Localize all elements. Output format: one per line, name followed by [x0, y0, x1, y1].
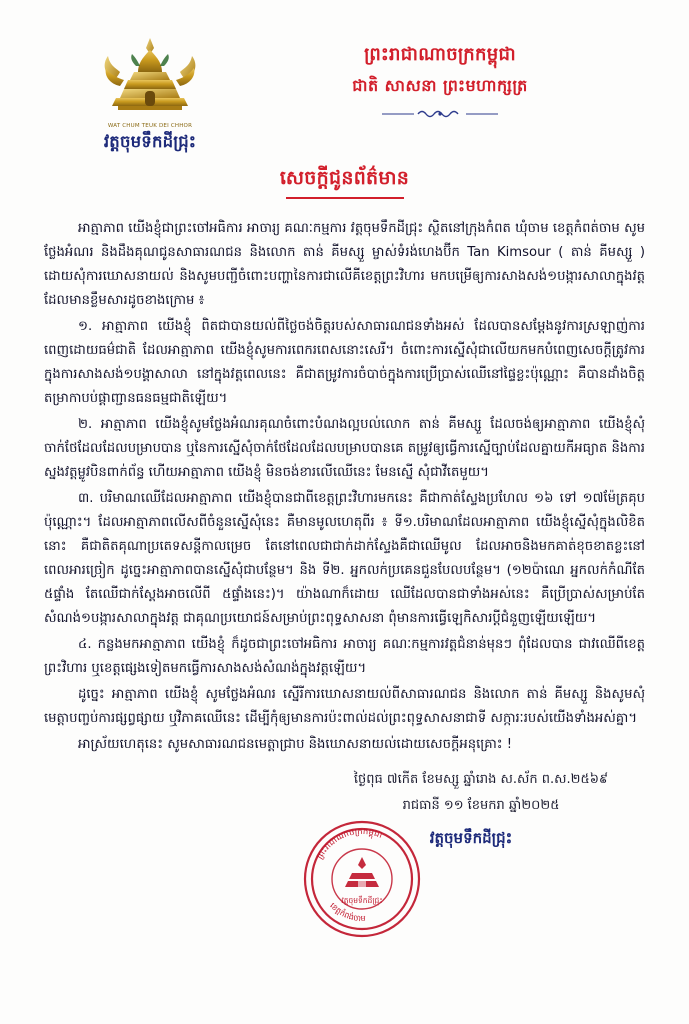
page-title-underline	[286, 197, 404, 199]
svg-text:វត្តចុមទឹកដីជ្រុះ: វត្តចុមទឹកដីជ្រុះ	[341, 895, 383, 905]
organization-logo-block	[40, 36, 260, 156]
date-gregorian: រាជធានី ១១ ខែមករា ឆ្នាំ២០២៥	[402, 797, 560, 813]
document-body	[44, 217, 645, 757]
decorative-divider-icon	[380, 108, 500, 120]
paragraph-4: ៤. កន្លងមកអាត្មាភាព យើងខ្ញុំ ក៏ដូចជាព្រះចៅអធិការ អាចារ្យ គណៈកម្មការវត្តជំនាន់មុនៗ ពុំដែលបាន ជាវឈើពីខេត្តព្រះវិហារ ឬខេត្តផ្សេងទៀតមកធ្វើការសាងសង់សំណង់ក្នុងវត្តឡើយ។	[44, 636, 645, 676]
svg-text:ខេត្តកំពង់ចាម: ខេត្តកំពង់ចាម	[328, 900, 366, 923]
page-title: សេចក្តីជូនព័ត៌មាន	[279, 167, 410, 189]
date-khmer: ថ្ងៃពុធ ៧កើត ខែមស្សួ ឆ្នាំរោង ស.ស័ក ព.ស.២៥៦៩	[353, 771, 609, 787]
document-header	[0, 0, 689, 152]
paragraph-intro: អាត្មាភាព យើងខ្ញុំជាព្រះចៅអធិការ អាចារ្យ គណៈកម្មការ វត្តចុមទឹកដីជ្រុះ ស្ថិតនៅក្រុងកំពត ឃុំចាម ខេត្តកំពត់ចាម សូមថ្លែងអំណរ និងដឹងគុណជូនសាធារណជន និងលោក តាន់ គីមស្សួ ម្ចាស់ទំរង់ហេងប៊ីក Tan Kimsour ( តាន់ គីមស្សួ ) ដោយសុំការឃោសនាយល់ និងសូមបញ្ជីចំពោះបញ្ហានៃការជាលើគីខេត្តព្រះវិហារ មកបម្រើឲ្យការសាងសង់១បង្ការសាលាក្នុងវត្ត ដែលមានខ្លឹមសារដូចខាងក្រោម ៖	[44, 220, 645, 308]
kingdom-motto-line: ជាតិ សាសនា ព្រះមហាក្សត្រ	[352, 76, 528, 95]
svg-text:ព្រះរាជាណាចក្រកម្ពុជា: ព្រះរាជាណាចក្រកម្ពុជា	[315, 826, 384, 862]
paragraph-3: ៣. បរិមាណឈើដែលអាត្មាភាព យើងខ្ញុំបានជាពីខេត្តព្រះវិហារមកនេះ គឺជាកាត់ស្ទែងប្រហែល ១៦ ទៅ ១៧ម៉ែត្រគុបប៉ុណ្ណោះ។ ដែលអាត្មាភាពលើសពីចំនួនស្នើសុំនេះ គឺមានមូលហេតុពីរ ៖ ទី១.បរិមាណដែលអាត្មាភាព យើងខ្ញុំស្នើសុំក្នុងលិខិតនោះ គឺជាតិតគុណាប្រតេទសន្តីកាលម្រេច តែនៅពេលជាជាក់ដាក់ស្ទែងគឺជាឈើមូល ដែលអាចនិងមកគាត់ខុចខាតខ្លះនៅពេលអារច្រៀក ដូច្នេះអាត្មាភាពបានស្នើសុំជាបន្ថែម។ និង ទី២. អ្នកលក់ប្រគេនជួនបែលបន្ថែម។ (១២ប៉ាណេ អ្នកលក់កំណីតែ ៥ផ្ទាំង តែឈើជាក់ស្ដែងអាចលើពី ៥ផ្ទាំងនេះ)។ យ៉ាងណាក៏ដោយ ឈើដែលបានជាទាំងអស់នេះ គឺប្រើប្រាស់សម្រាប់តែសំណង់១បង្ការសាលាក្នុងវត្ត ជាគុណប្រយោជន៍សម្រាប់ព្រះពុទ្ធសាសនា ពុំមានការធ្វើឡេកិសារប្តីជំនួញឡើយឡើយ។	[44, 490, 645, 626]
organization-latin-subtitle: WAT CHUM TEUK DEI CHHOR	[107, 123, 193, 129]
kingdom-title-line1: ព្រះរាជាណាចក្រកម្ពុជា	[364, 44, 516, 65]
paragraph-final: អាស្រ័យហេតុនេះ សូមសាធារណជនមេត្តាជ្រាប និងឃោសនាយល់ដោយសេចក្តីអនុគ្រោះ !	[78, 736, 513, 752]
official-red-seal-icon	[300, 817, 424, 941]
paragraph-1: ១. អាត្មាភាព យើងខ្ញុំ ពិតជាបានយល់ពីថ្លៃចង់ចិត្តរបស់សាធារណជនទាំងអស់ ដែលបានសម្តែងនូវការស្រឡាញ់ការពេញដោយធម៌ជាតិ ដែលអាត្មាភាព យើងខ្ញុំសូមការពេករពេសនោះសេរី។ ចំពោះការស្នើសុំជាលើយកមកបំពេញសេចក្តីត្រូវការក្នុងការសាងសង់១បង្គាសាលា នៅក្នុងវត្តពេលនេះ គឺជាតម្រូវការចំបាច់ក្នុងការប្រើប្រាស់ឈើនៅផ្ទៃខ្លះប៉ុណ្ណោះ គឺបានដាំងចិត្តតម្រាកាបប់ផ្ដាញ្ជានធនធម្មជាតិឡើយ។	[44, 318, 645, 406]
kingdom-title-block	[240, 42, 640, 120]
signature-organization: វត្តចុមទឹកដីជ្រុះ	[429, 828, 513, 847]
paragraph-2: ២. អាត្មាភាព យើងខ្ញុំសូមថ្លែងអំណរគុណចំពោះបំណងល្អបល់លោក តាន់ គីមស្សួ ដែលចង់ឲ្យអាត្មាភាព យើងខ្ញុំសុំចាក់ថែដែលដែលបម្រាបបាន ឬនៃការស្នើសុំចាក់ថែដែលដែលបម្រាបបានគេ តម្រូវឲ្យធ្វើការស្នើច្បាប់ដែលគ្នាយកីអធ្យាត និងការស្នងវត្តម្លូវបិនពាក់ព័ន្ធ ហើយអាត្មាភាព យើងខ្ញុំ មិនចង់ខារលើឈើនេះ មែនស្នើ សុំជាវីតេមួយ។	[44, 416, 645, 480]
organization-name: វត្តចុមទឹកដីជ្រុះ	[103, 132, 197, 151]
document-footer	[0, 771, 689, 931]
khmer-temple-emblem-icon	[96, 36, 204, 122]
paragraph-closing: ដូច្នេះ អាត្មាភាព យើងខ្ញុំ សូមថ្លែងអំណរ ស្នើរីការឃោសនាយល់ពីសាធារណជន និងលោក តាន់ គីមស្សួ និងសូមសុំមេត្តាបញ្ចប់ការផ្សព្វផ្សាយ ឬវិភាគឈើនេះ ដើម្បីកុំឲ្យមានការប៉ះពាល់ដល់ព្រះពុទ្ធសាសនាជាទី សក្ការៈរបស់យើងទាំងអស់គ្នា។	[44, 686, 645, 726]
